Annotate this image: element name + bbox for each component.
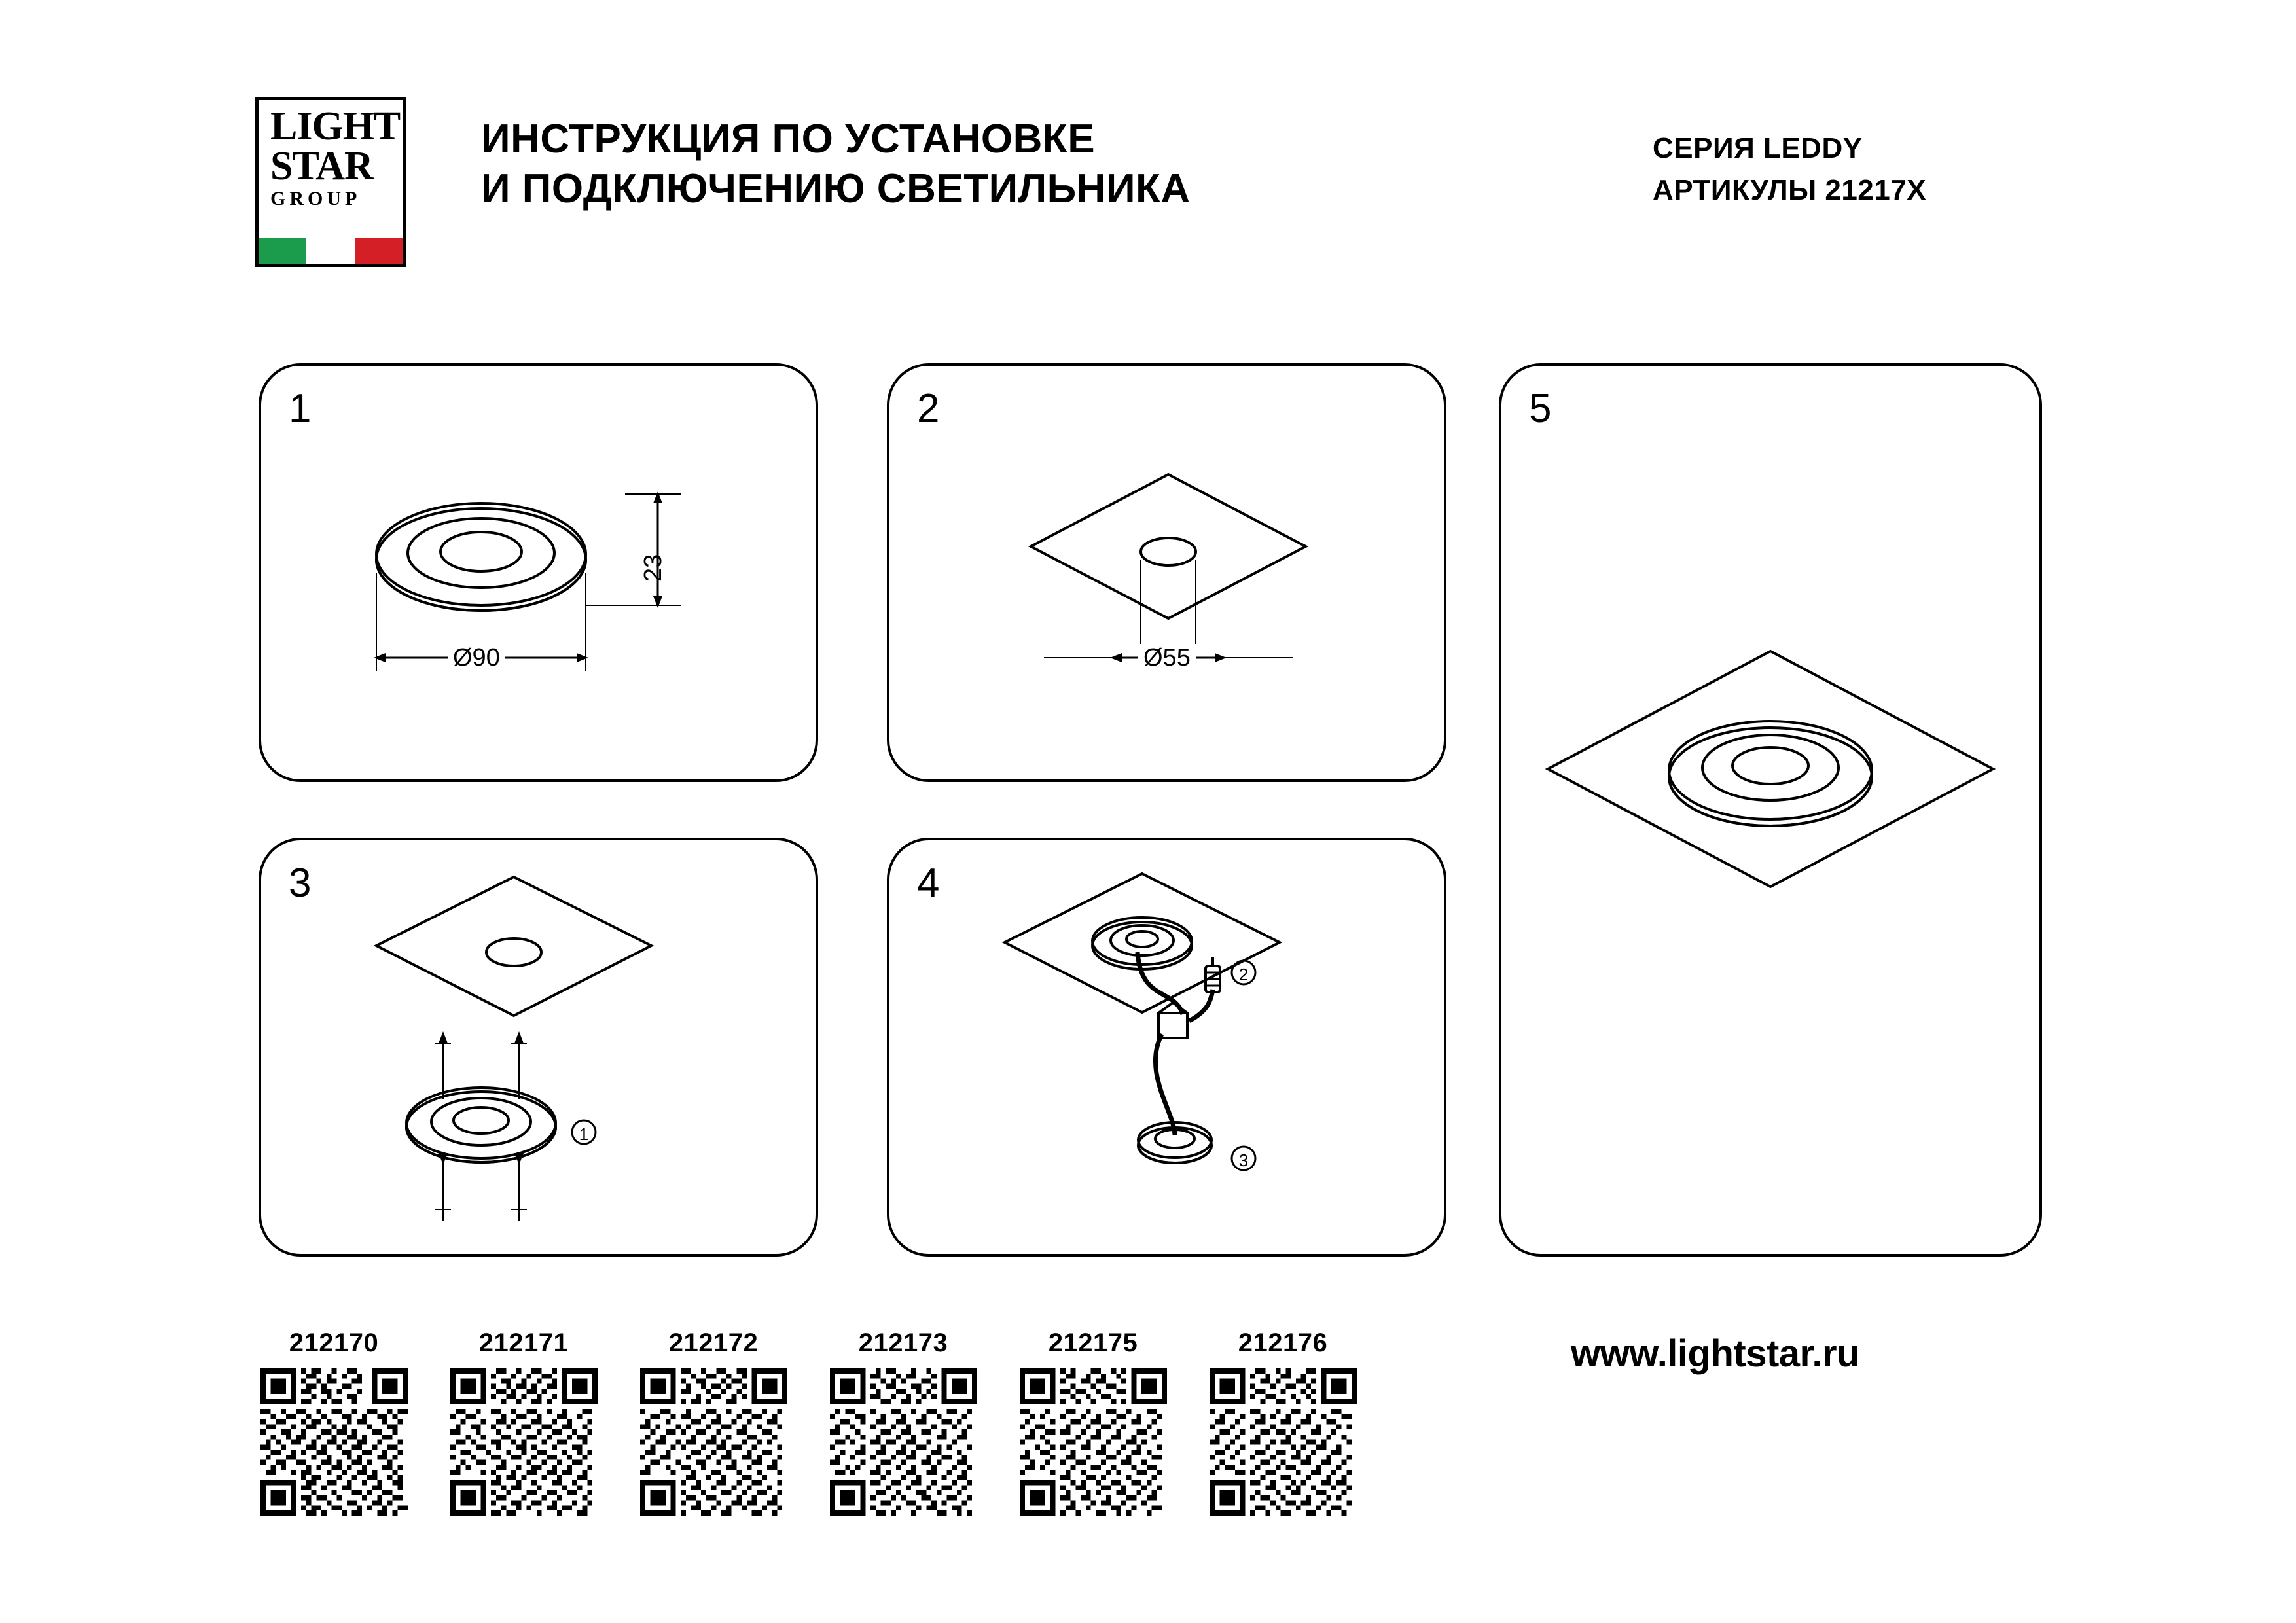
logo-line-2: STAR (270, 143, 373, 188)
qr-code-4 (1020, 1368, 1167, 1516)
lightstar-logo (255, 97, 406, 267)
dimension-height-1: 23 (639, 554, 667, 582)
code-article-3: 212173 (858, 1329, 948, 1357)
page-title-line-2: И ПОДКЛЮЧЕНИЮ СВЕТИЛЬНИКА (481, 166, 1191, 211)
qr-code-1 (450, 1368, 598, 1516)
code-article-0: 212170 (289, 1329, 379, 1357)
step-4-illustration (887, 838, 1446, 1257)
code-article-4: 212175 (1048, 1329, 1138, 1357)
page-title-line-1: ИНСТРУКЦИЯ ПО УСТАНОВКЕ (481, 116, 1096, 162)
italian-flag-icon (259, 238, 403, 264)
logo-wordmark (270, 104, 401, 209)
step-1-illustration (259, 363, 818, 782)
step-number-2: 2 (917, 386, 940, 431)
code-article-5: 212176 (1238, 1329, 1328, 1357)
step-number-4: 4 (917, 861, 940, 906)
article-numbers: АРТИКУЛЫ 21217X (1653, 173, 1927, 206)
step-number-1: 1 (289, 386, 312, 431)
step-3-illustration (259, 838, 818, 1257)
step-panel-1 (259, 363, 818, 782)
step-5-illustration (1499, 363, 2042, 1257)
code-article-2: 212172 (668, 1329, 759, 1357)
logo-line-1: LIGHT (270, 104, 401, 149)
series-info (1653, 128, 1926, 211)
step-panel-2 (887, 363, 1446, 782)
dimension-diameter-1: Ø90 (448, 644, 505, 672)
code-item-5 (1201, 1329, 1365, 1516)
code-item-4 (1011, 1329, 1175, 1516)
step-panel-3 (259, 838, 818, 1257)
step-panel-4 (887, 838, 1446, 1257)
qr-code-0 (260, 1368, 408, 1516)
logo-line-3: GROUP (270, 187, 361, 209)
code-article-1: 212171 (478, 1329, 569, 1357)
flag-red-stripe (355, 238, 403, 264)
code-item-2 (632, 1329, 795, 1516)
code-item-3 (821, 1329, 985, 1516)
qr-code-2 (640, 1368, 787, 1516)
series-name: СЕРИЯ LEDDY (1653, 132, 1863, 164)
article-codes-row (252, 1329, 1476, 1544)
page-title (481, 115, 1191, 213)
step-number-5: 5 (1529, 386, 1552, 431)
step-panel-5 (1499, 363, 2042, 1257)
website-url[interactable]: www.lightstar.ru (1571, 1332, 1860, 1375)
svg-text:2: 2 (1238, 965, 1249, 984)
code-item-1 (442, 1329, 605, 1516)
dimension-diameter-2: Ø55 (1138, 644, 1196, 672)
flag-white-stripe (306, 238, 354, 264)
step-2-illustration (887, 363, 1446, 782)
qr-code-3 (830, 1368, 977, 1516)
svg-text:1: 1 (579, 1124, 589, 1144)
svg-text:3: 3 (1238, 1150, 1249, 1170)
flag-green-stripe (259, 238, 306, 264)
code-item-0 (252, 1329, 416, 1516)
step-number-3: 3 (289, 861, 312, 906)
qr-code-5 (1210, 1368, 1357, 1516)
